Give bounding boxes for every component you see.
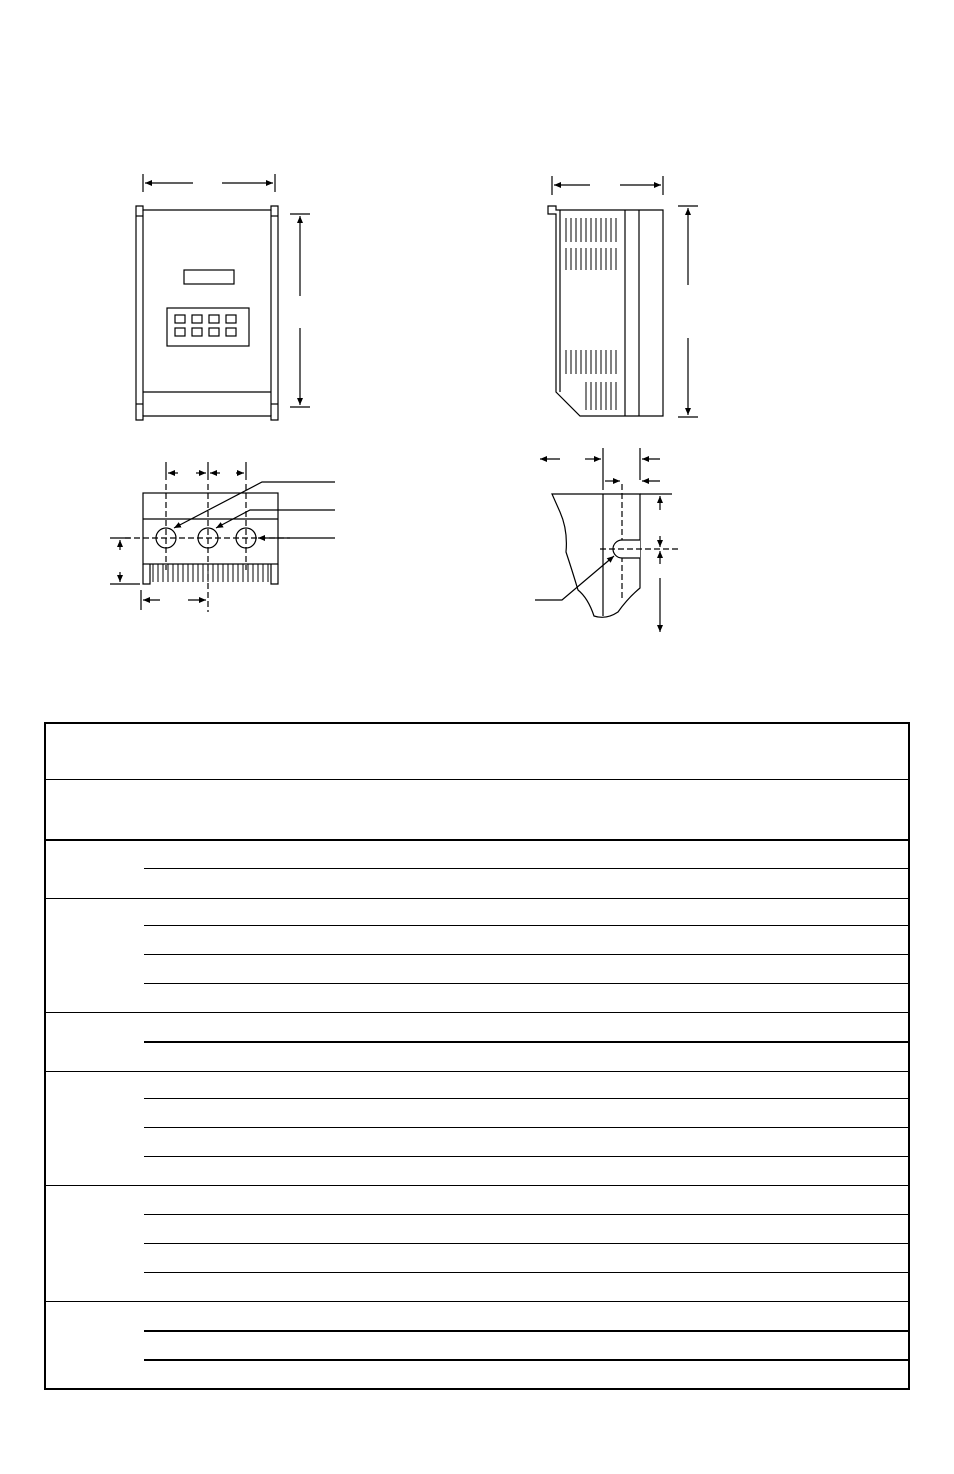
display-window — [184, 270, 234, 284]
front-view — [136, 174, 310, 420]
table-group-divider — [46, 1071, 910, 1072]
bottom-view — [110, 462, 335, 612]
table-row-line — [144, 1243, 910, 1244]
dimension-drawing — [0, 0, 954, 720]
vent-slots — [566, 218, 616, 410]
table-row-line — [144, 1041, 910, 1043]
table-row-line — [144, 1359, 910, 1361]
table-header-divider — [46, 779, 910, 780]
keypad — [167, 308, 249, 346]
table-row-line — [144, 925, 910, 926]
mounting-slot-detail — [535, 448, 680, 632]
table-header-bottom — [46, 839, 910, 841]
table-row-line — [144, 1156, 910, 1157]
table-row-line — [144, 1330, 910, 1332]
side-view — [548, 176, 698, 417]
table-row-line — [144, 1098, 910, 1099]
heatsink-fins — [153, 564, 268, 582]
table-group-divider — [46, 1012, 910, 1013]
table-row-line — [144, 954, 910, 955]
table-row-line — [144, 1214, 910, 1215]
table-group-divider — [46, 1185, 910, 1186]
table-row-line — [144, 983, 910, 984]
table-group-divider — [46, 898, 910, 899]
table-row-line — [144, 1127, 910, 1128]
table-row-line — [144, 868, 910, 869]
dimensions-table — [44, 722, 910, 1390]
table-row-line — [144, 1272, 910, 1273]
table-group-divider — [46, 1301, 910, 1302]
